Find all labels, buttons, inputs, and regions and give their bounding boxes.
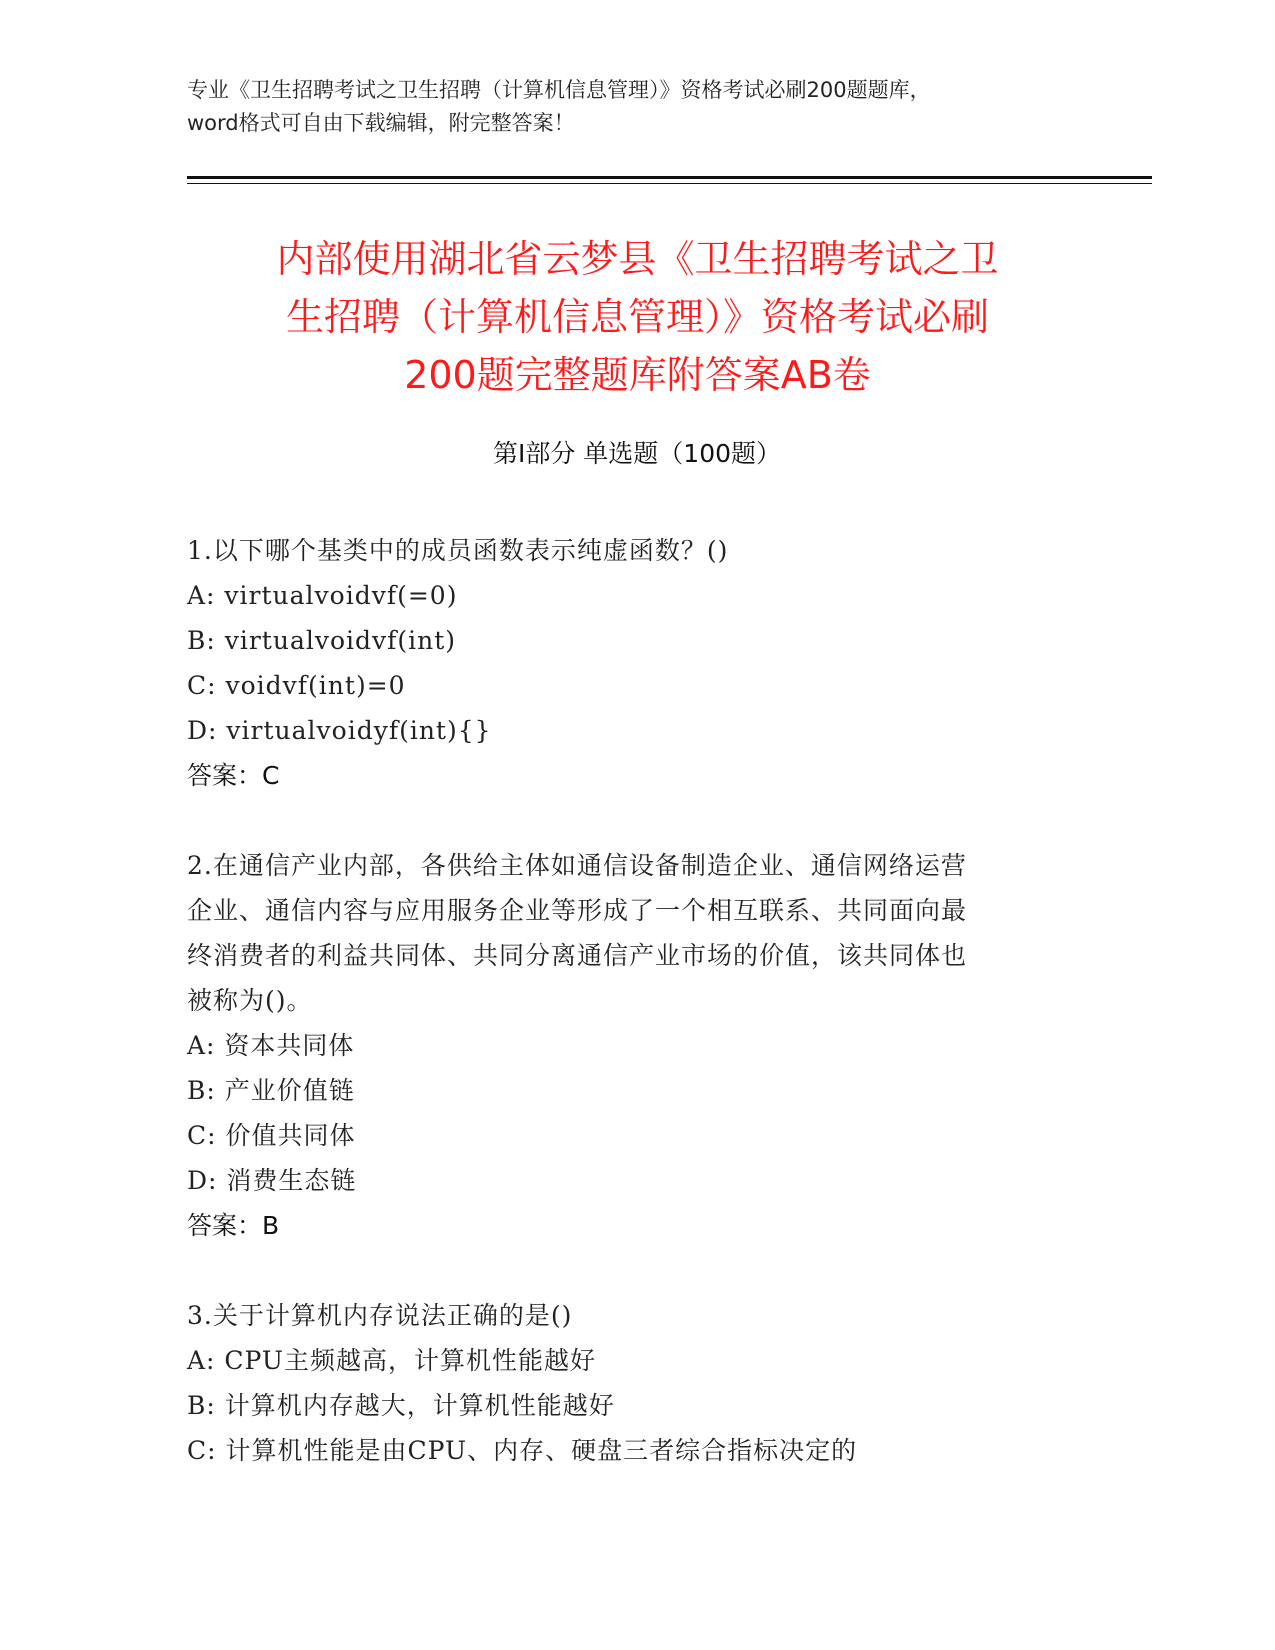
option-b: B: virtualvoidvf(int) xyxy=(187,626,457,655)
header-note-line-1: 专业《卫生招聘考试之卫生招聘（计算机信息管理）》资格考试必刷200题题库， xyxy=(187,78,931,102)
document-title-line-2: 生招聘（计算机信息管理）》资格考试必刷 xyxy=(285,295,989,339)
document-title xyxy=(175,230,1100,404)
header-note-line-2: word格式可自由下载编辑，附完整答案！ xyxy=(187,111,575,135)
question-stem: 3.关于计算机内存说法正确的是() xyxy=(187,1301,573,1330)
header-divider-thin xyxy=(187,183,1152,184)
header-divider-thick xyxy=(187,176,1152,179)
option-b: B: 产业价值链 xyxy=(187,1076,355,1105)
document-title-line-3: 200题完整题库附答案AB卷 xyxy=(404,353,871,397)
question-list xyxy=(187,528,1087,1473)
question-stem-line-2: 企业、通信内容与应用服务企业等形成了一个相互联系、共同面向最 xyxy=(187,896,968,925)
header-note xyxy=(187,74,1087,140)
question-stem-line-4: 被称为()。 xyxy=(187,986,313,1015)
question-gap xyxy=(187,798,1087,843)
answer: 答案：B xyxy=(187,1211,280,1240)
answer: 答案：C xyxy=(187,761,280,790)
option-c: C: voidvf(int)=0 xyxy=(187,671,406,700)
option-a: A: virtualvoidvf(=0) xyxy=(187,581,458,610)
option-c: C: 计算机性能是由CPU、内存、硬盘三者综合指标决定的 xyxy=(187,1436,858,1465)
question-gap xyxy=(187,1248,1087,1293)
option-c: C: 价值共同体 xyxy=(187,1121,356,1150)
option-b: B: 计算机内存越大，计算机性能越好 xyxy=(187,1391,615,1420)
option-d: D: 消费生态链 xyxy=(187,1166,357,1195)
question-stem-line-3: 终消费者的利益共同体、共同分离通信产业市场的价值，该共同体也 xyxy=(187,941,968,970)
option-a: A: 资本共同体 xyxy=(187,1031,355,1060)
section-title: 第Ⅰ部分 单选题（100题） xyxy=(492,439,782,468)
document-title-line-1: 内部使用湖北省云梦县《卫生招聘考试之卫 xyxy=(276,237,999,281)
question-stem: 1.以下哪个基类中的成员函数表示纯虚函数？() xyxy=(187,536,729,565)
question-2 xyxy=(187,843,1087,1248)
question-1 xyxy=(187,528,1087,798)
question-3 xyxy=(187,1293,1087,1473)
option-d: D: virtualvoidyf(int){} xyxy=(187,716,492,745)
option-a: A: CPU主频越高，计算机性能越好 xyxy=(187,1346,597,1375)
question-stem-line-1: 2.在通信产业内部，各供给主体如通信设备制造企业、通信网络运营 xyxy=(187,851,967,880)
